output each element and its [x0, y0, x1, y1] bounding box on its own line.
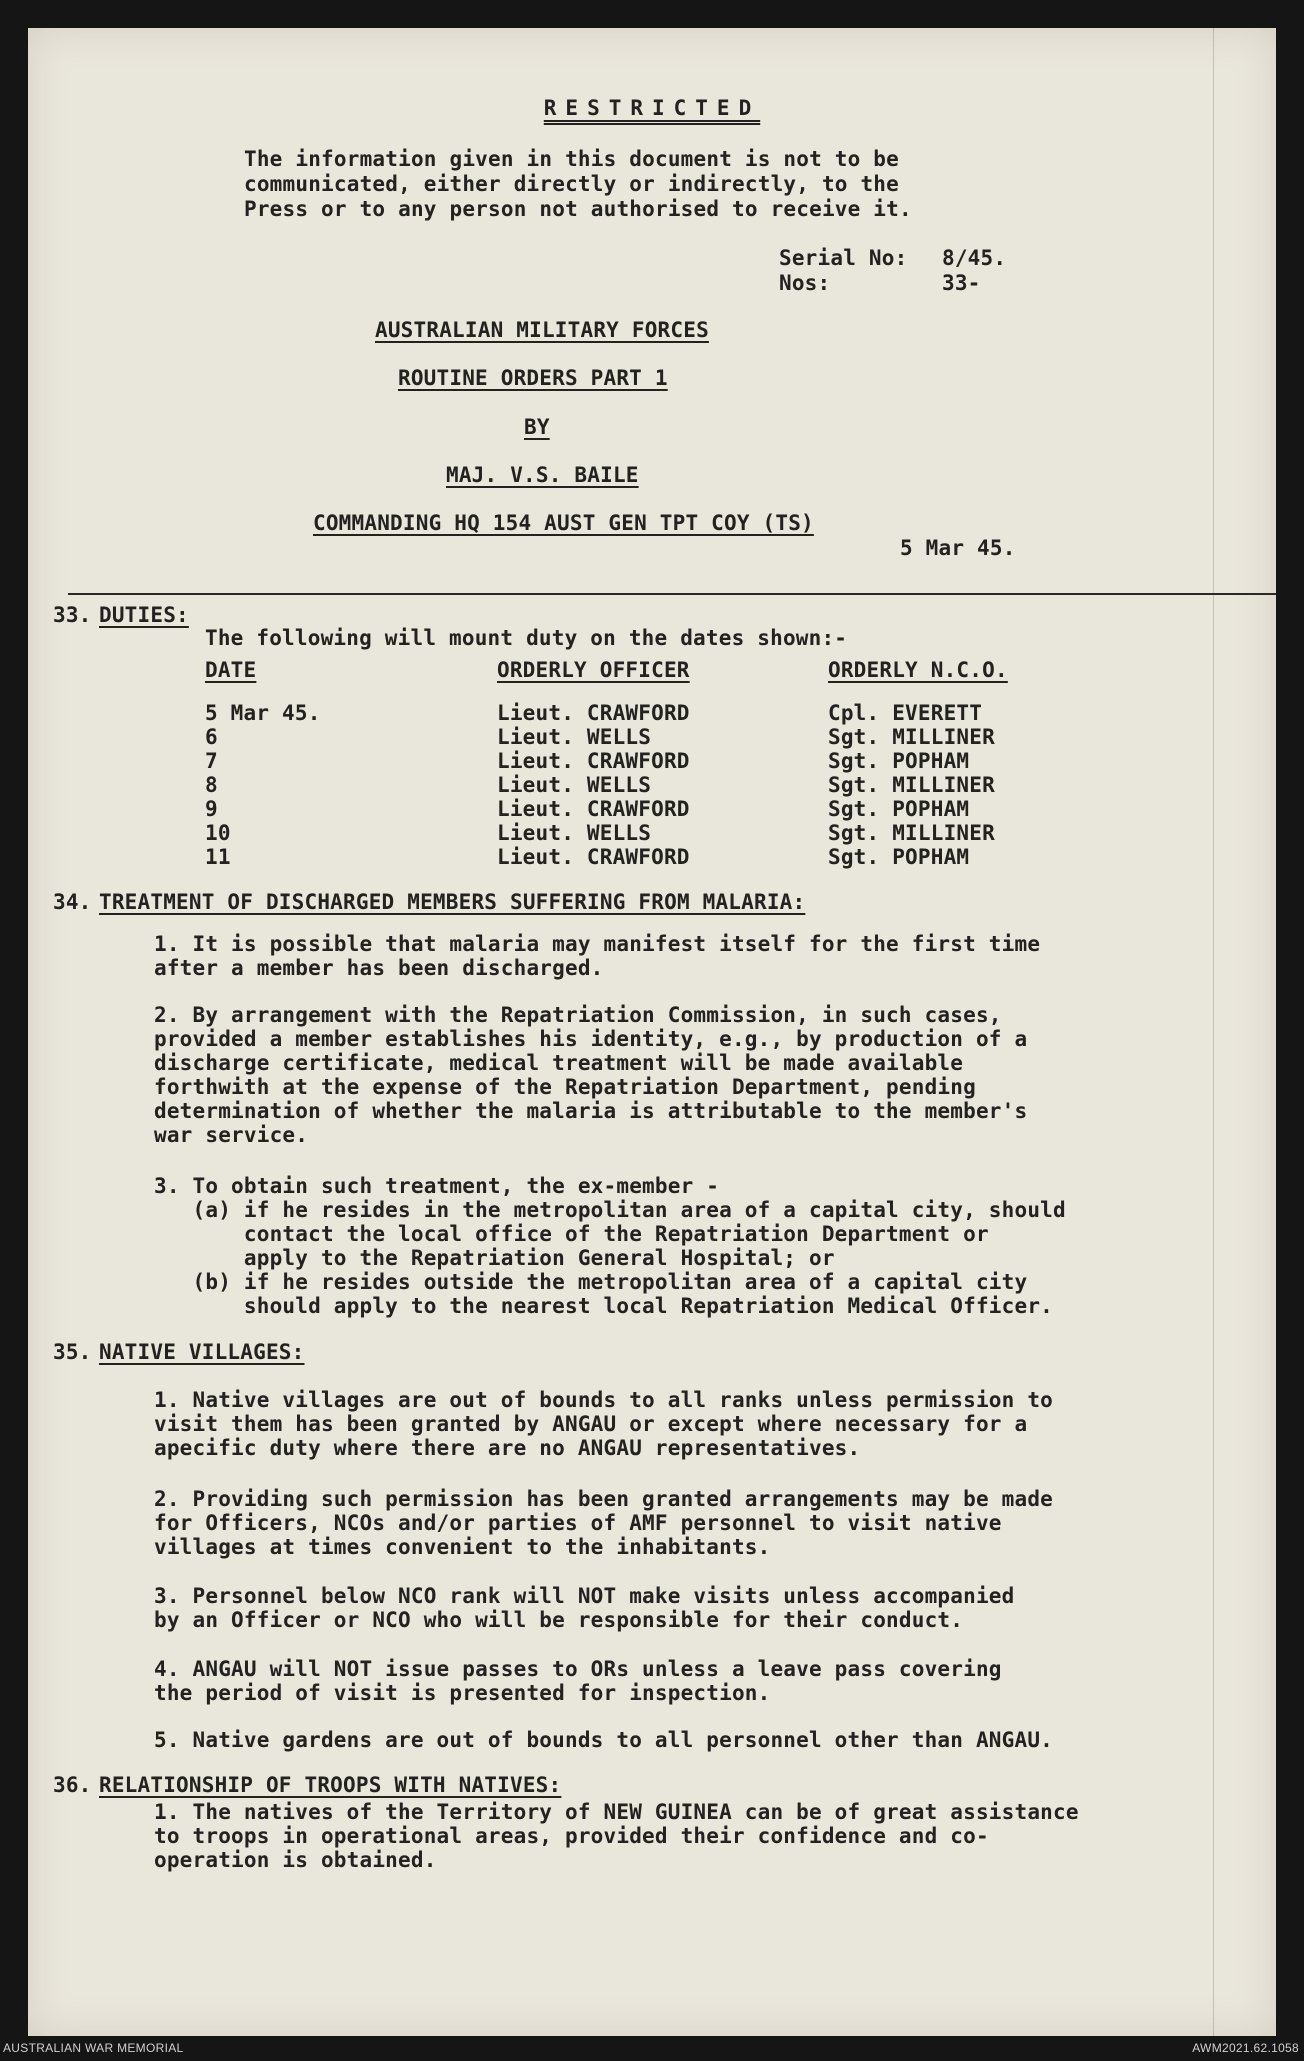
- malaria-para-2-line: 2. By arrangement with the Repatriation Commission, in such cases,: [154, 1003, 1002, 1027]
- warning-line-2: communicated, either directly or indirectly, to the: [244, 172, 899, 196]
- column-header-officer: ORDERLY OFFICER: [497, 658, 690, 682]
- malaria-para-3-line: apply to the Repatriation General Hospital; or: [154, 1246, 835, 1270]
- roster-nco: Cpl. EVERETT: [828, 701, 983, 725]
- malaria-para-3-line: (a) if he resides in the metropolitan area of a capital city, should: [154, 1198, 1066, 1222]
- section-number-36: 36.: [53, 1773, 92, 1797]
- malaria-para-3-line: 3. To obtain such treatment, the ex-member -: [154, 1174, 720, 1198]
- document-page: [28, 28, 1276, 2036]
- classification-heading: RESTRICTED: [543, 96, 761, 120]
- villages-para-3-line: 3. Personnel below NCO rank will NOT make visits unless accompanied: [154, 1584, 1015, 1608]
- villages-para-2-line: villages at times convenient to the inhabitants.: [154, 1535, 771, 1559]
- malaria-para-1-line: after a member has been discharged.: [154, 956, 604, 980]
- roster-officer: Lieut. CRAWFORD: [497, 797, 690, 821]
- malaria-para-2-line: determination of whether the malaria is attributable to the member's: [154, 1099, 1028, 1123]
- malaria-para-2-line: provided a member establishes his identity, e.g., by production of a: [154, 1027, 1028, 1051]
- malaria-para-1-line: 1. It is possible that malaria may manifest itself for the first time: [154, 932, 1041, 956]
- warning-line-1: The information given in this document is not to be: [244, 147, 899, 171]
- villages-para-3-line: by an Officer or NCO who will be responsible for their conduct.: [154, 1608, 964, 1632]
- roster-nco: Sgt. POPHAM: [828, 749, 970, 773]
- orders-title: ROUTINE ORDERS PART 1: [398, 366, 668, 390]
- roster-nco: Sgt. MILLINER: [828, 821, 995, 845]
- by-label: BY: [524, 415, 550, 439]
- roster-officer: Lieut. CRAWFORD: [497, 845, 690, 869]
- duties-intro: The following will mount duty on the dates shown:-: [205, 626, 848, 650]
- roster-date: 5 Mar 45.: [205, 701, 321, 725]
- header-divider: [68, 593, 1276, 595]
- roster-officer: Lieut. WELLS: [497, 773, 652, 797]
- serial-label: Serial No:: [779, 246, 908, 270]
- villages-para-1-line: visit them has been granted by ANGAU or except where necessary for a: [154, 1412, 1028, 1436]
- order-date: 5 Mar 45.: [900, 536, 1016, 560]
- villages-para-4-line: the period of visit is presented for inspection.: [154, 1681, 771, 1705]
- warning-line-3: Press or to any person not authorised to receive it.: [244, 197, 912, 221]
- roster-date: 11: [205, 845, 231, 869]
- villages-para-2-line: for Officers, NCOs and/or parties of AMF personnel to visit native: [154, 1511, 1002, 1535]
- section-number-34: 34.: [53, 890, 92, 914]
- roster-nco: Sgt. MILLINER: [828, 725, 995, 749]
- paper-crease: [1213, 28, 1214, 2036]
- roster-date: 6: [205, 725, 218, 749]
- relationship-heading: RELATIONSHIP OF TROOPS WITH NATIVES:: [99, 1773, 562, 1797]
- section-number-33: 33.: [53, 603, 92, 627]
- force-title: AUSTRALIAN MILITARY FORCES: [375, 318, 709, 342]
- malaria-para-2-line: discharge certificate, medical treatment will be made available: [154, 1051, 964, 1075]
- villages-para-1-line: 1. Native villages are out of bounds to all ranks unless permission to: [154, 1388, 1054, 1412]
- section-number-35: 35.: [53, 1340, 92, 1364]
- column-header-nco: ORDERLY N.C.O.: [828, 658, 1008, 682]
- villages-para-5-line: 5. Native gardens are out of bounds to all personnel other than ANGAU.: [154, 1728, 1054, 1752]
- footer-accession-number: AWM2021.62.1058: [1192, 2041, 1299, 2055]
- malaria-para-2-line: forthwith at the expense of the Repatriation Department, pending: [154, 1075, 976, 1099]
- duties-heading: DUTIES:: [99, 603, 189, 627]
- serial-value: 8/45.: [942, 246, 1007, 270]
- villages-para-1-line: apecific duty where there are no ANGAU representatives.: [154, 1436, 861, 1460]
- command-title: COMMANDING HQ 154 AUST GEN TPT COY (TS): [313, 511, 814, 535]
- roster-date: 10: [205, 821, 231, 845]
- roster-date: 9: [205, 797, 218, 821]
- roster-nco: Sgt. POPHAM: [828, 797, 970, 821]
- malaria-para-2-line: war service.: [154, 1123, 309, 1147]
- footer-credit: AUSTRALIAN WAR MEMORIAL: [3, 2041, 184, 2055]
- roster-date: 7: [205, 749, 218, 773]
- relationship-para-1-line: to troops in operational areas, provided their confidence and co-: [154, 1824, 989, 1848]
- villages-para-4-line: 4. ANGAU will NOT issue passes to ORs unless a leave pass covering: [154, 1657, 1002, 1681]
- column-header-date: DATE: [205, 658, 257, 682]
- villages-para-2-line: 2. Providing such permission has been granted arrangements may be made: [154, 1487, 1054, 1511]
- nos-label: Nos:: [779, 271, 831, 295]
- villages-heading: NATIVE VILLAGES:: [99, 1340, 305, 1364]
- roster-officer: Lieut. CRAWFORD: [497, 701, 690, 725]
- roster-officer: Lieut. WELLS: [497, 821, 652, 845]
- relationship-para-1-line: 1. The natives of the Territory of NEW GUINEA can be of great assistance: [154, 1800, 1079, 1824]
- officer-name: MAJ. V.S. BAILE: [446, 463, 639, 487]
- roster-nco: Sgt. MILLINER: [828, 773, 995, 797]
- malaria-para-3-line: contact the local office of the Repatriation Department or: [154, 1222, 989, 1246]
- roster-nco: Sgt. POPHAM: [828, 845, 970, 869]
- malaria-para-3-line: should apply to the nearest local Repatriation Medical Officer.: [154, 1294, 1054, 1318]
- roster-officer: Lieut. WELLS: [497, 725, 652, 749]
- roster-date: 8: [205, 773, 218, 797]
- roster-officer: Lieut. CRAWFORD: [497, 749, 690, 773]
- malaria-heading: TREATMENT OF DISCHARGED MEMBERS SUFFERING FROM MALARIA:: [99, 890, 806, 914]
- nos-value: 33-: [942, 271, 981, 295]
- relationship-para-1-line: operation is obtained.: [154, 1848, 437, 1872]
- malaria-para-3-line: (b) if he resides outside the metropolitan area of a capital city: [154, 1270, 1028, 1294]
